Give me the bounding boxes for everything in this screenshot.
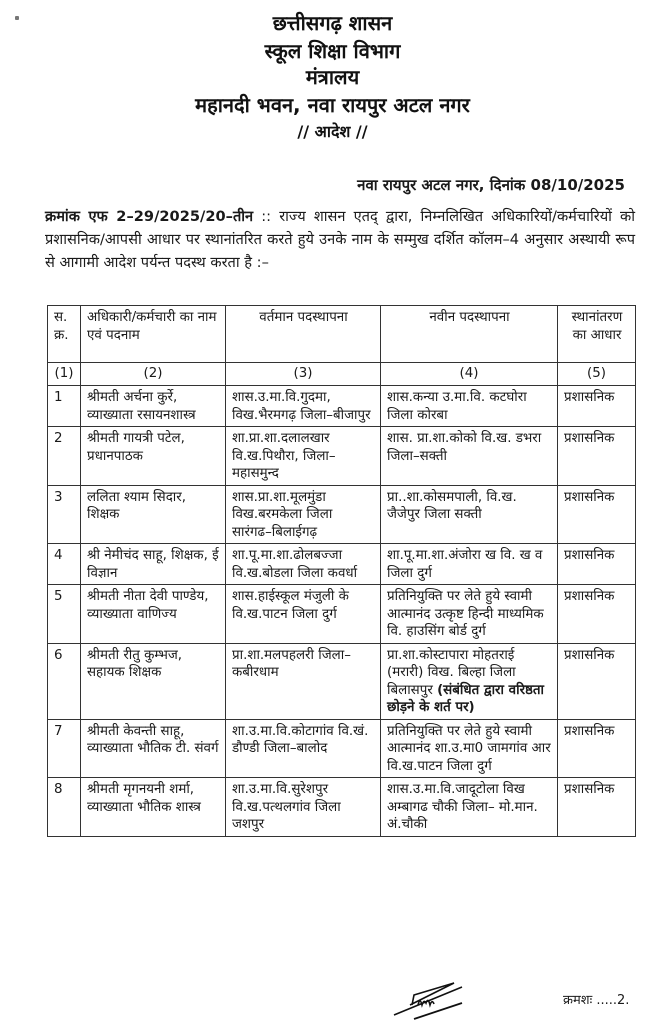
table-row <box>48 485 636 544</box>
serial-number <box>48 485 81 544</box>
current-posting <box>226 427 381 486</box>
transfer-basis-text: प्रशासनिक <box>564 782 615 797</box>
serial-number-text: 3 <box>54 489 63 505</box>
current-posting-text: शा.उ.मा.वि.सुरेशपुर वि.ख.पत्थलगांव जिला जशपुर <box>232 782 341 832</box>
employee-name-designation-text: ललिता श्याम सिदार, शिक्षक <box>87 489 187 522</box>
new-posting-text: प्रा.शा.कोस्टापारा मोहतराई (मरारी) विख. बिल्हा जिला बिलासपुर <box>387 647 516 698</box>
employee-name-designation-text: श्रीमती अर्चना कुर्रे, व्याख्याता रसायनशास्त्र <box>87 390 196 423</box>
column-number: (3) <box>226 363 381 386</box>
employee-name-designation <box>81 485 226 544</box>
new-posting <box>381 778 558 837</box>
new-posting <box>381 585 558 644</box>
column-number-row <box>48 363 636 386</box>
transfer-basis <box>558 778 636 837</box>
table-row <box>48 643 636 719</box>
new-posting <box>381 719 558 778</box>
transfer-basis-text: प्रशासनिक <box>564 390 615 405</box>
serial-number-text: 8 <box>54 782 63 797</box>
employee-name-designation <box>81 585 226 644</box>
transfer-basis-text: प्रशासनिक <box>564 489 615 505</box>
column-number: (1) <box>48 363 81 386</box>
header-current-posting: वर्तमान पदस्थापना <box>226 306 381 363</box>
current-posting <box>226 719 381 778</box>
new-posting-text: शा.पू.मा.शा.अंजोरा ख वि. ख व जिला दुर्ग <box>387 548 543 581</box>
order-paragraph <box>45 205 635 274</box>
transfer-basis-text: प्रशासनिक <box>564 589 615 604</box>
serial-number-text: 4 <box>54 548 63 563</box>
current-posting-text: शास.हाईस्कूल मंजुली के वि.ख.पाटन जिला दुर्ग <box>232 589 349 622</box>
column-number: (5) <box>558 363 636 386</box>
serial-number <box>48 386 81 427</box>
serial-number-text: 5 <box>54 589 63 604</box>
table-row <box>48 544 636 585</box>
current-posting <box>226 485 381 544</box>
employee-name-designation-text: श्रीमती मृगनयनी शर्मा, व्याख्याता भौतिक शास्त्र <box>87 782 201 815</box>
govt-name: छत्तीसगढ़ शासन <box>272 11 393 35</box>
header-new-posting: नवीन पदस्थापना <box>381 306 558 363</box>
table-row <box>48 427 636 486</box>
employee-name-designation <box>81 386 226 427</box>
employee-name-designation-text: श्रीमती रीतु कुम्भज, सहायक शिक्षक <box>87 647 183 680</box>
employee-name-designation <box>81 544 226 585</box>
current-posting-text: शास.प्रा.शा.मूलमुंडा विख.बरमकेला जिला सारंगढ–बिलाईगढ़ <box>232 489 333 540</box>
current-posting <box>226 778 381 837</box>
serial-number <box>48 643 81 719</box>
current-posting-text: प्रा.शा.मलपहलरी जिला–कबीरधाम <box>232 647 351 680</box>
new-posting-text: प्रा..शा.कोसमपाली, वि.ख. जैजेपुर जिला सक्ती <box>387 489 517 522</box>
transfer-basis <box>558 485 636 544</box>
order-title: // आदेश // <box>297 122 368 141</box>
order-separator: :: <box>261 208 272 225</box>
signature-icon <box>392 975 472 1025</box>
current-posting <box>226 585 381 644</box>
transfer-basis <box>558 427 636 486</box>
transfer-basis-text: प्रशासनिक <box>564 647 615 663</box>
table-row <box>48 386 636 427</box>
current-posting <box>226 643 381 719</box>
place-date: नवा रायपुर अटल नगर, दिनांक 08/10/2025 <box>357 176 625 194</box>
header-transfer-basis: स्थानांतरण का आधार <box>558 306 636 363</box>
serial-number <box>48 427 81 486</box>
transfer-basis-text: प्रशासनिक <box>564 723 615 739</box>
current-posting <box>226 386 381 427</box>
employee-name-designation-text: श्रीमती गायत्री पटेल, प्रधानपाठक <box>87 431 185 464</box>
new-posting <box>381 386 558 427</box>
column-number: (4) <box>381 363 558 386</box>
current-posting-text: शास.उ.मा.वि.गुदमा, विख.भैरमगढ़ जिला–बीजापुर <box>232 390 371 423</box>
new-posting <box>381 544 558 585</box>
table-row <box>48 585 636 644</box>
new-posting-text: शास.कन्या उ.मा.वि. कटघोरा जिला कोरबा <box>387 390 527 423</box>
new-posting-text: प्रतिनियुक्ति पर लेते हुये स्वामी आत्मानंद उत्कृष्ट हिन्दी माध्यमिक वि. हाउसिंग बोर्ड दुर्ग <box>387 589 544 639</box>
table-row <box>48 778 636 837</box>
transfer-basis <box>558 386 636 427</box>
office-address: महानदी भवन, नवा रायपुर अटल नगर <box>195 93 470 117</box>
transfer-table <box>47 305 636 837</box>
new-posting-text: शास. प्रा.शा.कोको वि.ख. डभरा जिला–सक्ती <box>387 431 542 464</box>
new-posting-text: प्रतिनियुक्ति पर लेते हुये स्वामी आत्मानंद शा.उ.मा0 जामगांव आर वि.ख.पाटन जिला दुर्ग <box>387 723 551 774</box>
continued-marker: क्रमशः .....2. <box>563 993 630 1008</box>
serial-number <box>48 778 81 837</box>
employee-name-designation <box>81 719 226 778</box>
serial-number-text: 7 <box>54 723 63 739</box>
transfer-basis <box>558 643 636 719</box>
employee-name-designation-text: श्री नेमीचंद साहू, शिक्षक, ई विज्ञान <box>87 548 219 581</box>
header-serial: स. क्र. <box>48 306 81 363</box>
serial-number-text: 6 <box>54 647 63 663</box>
serial-number-text: 2 <box>54 431 63 446</box>
transfer-basis <box>558 544 636 585</box>
current-posting-text: शा.प्रा.शा.दलालखार वि.ख.पिथौरा, जिला–महासमुन्द <box>232 431 336 481</box>
new-posting-text: शास.उ.मा.वि.जादूटोला विख अम्बागढ चौकी जिला– मो.मान. अं.चौकी <box>387 782 538 832</box>
serial-number <box>48 585 81 644</box>
transfer-basis <box>558 719 636 778</box>
employee-name-designation-text: श्रीमती नीता देवी पाण्डेय, व्याख्याता वाणिज्य <box>87 589 209 622</box>
current-posting-text: शा.पू.मा.शा.ढोलबज्जा वि.ख.बोडला जिला कवर्धा <box>232 548 358 581</box>
column-number: (2) <box>81 363 226 386</box>
serial-number-text: 1 <box>54 390 63 405</box>
new-posting <box>381 485 558 544</box>
table-row <box>48 719 636 778</box>
transfer-basis-text: प्रशासनिक <box>564 431 615 446</box>
transfer-basis-text: प्रशासनिक <box>564 548 615 563</box>
transfer-basis <box>558 585 636 644</box>
order-number: क्रमांक एफ 2–29/2025/20–तीन <box>45 208 254 225</box>
ministry-label: मंत्रालय <box>305 65 360 89</box>
employee-name-designation <box>81 643 226 719</box>
table-header-row <box>48 306 636 363</box>
current-posting <box>226 544 381 585</box>
header-name-designation: अधिकारी/कर्मचारी का नाम एवं पदनाम <box>81 306 226 363</box>
new-posting-condition: (संबंधित द्वारा वरिष्ठता छोड़ने के शर्त पर) <box>387 682 545 715</box>
employee-name-designation <box>81 778 226 837</box>
department-name: स्कूल शिक्षा विभाग <box>264 39 401 63</box>
order-text: राज्य शासन एतद् द्वारा, निम्नलिखित अधिकारियों/कर्मचारियों को प्रशासनिक/आपसी आधार पर स्थानांतरित करते हुये उनके नाम के सम्मुख दर्शित कॉलम–4 अनुसार अस्थायी रूप से आगामी आदेश पर्यन्त पदस्थ करता है :– <box>45 208 636 271</box>
new-posting <box>381 427 558 486</box>
serial-number <box>48 544 81 585</box>
current-posting-text: शा.उ.मा.वि.कोटागांव वि.खं. डौण्डी जिला–बालोद <box>232 723 369 756</box>
employee-name-designation-text: श्रीमती केवन्ती साहू, व्याख्याता भौतिक टी. संवर्ग <box>87 723 219 756</box>
new-posting <box>381 643 558 719</box>
employee-name-designation <box>81 427 226 486</box>
serial-number <box>48 719 81 778</box>
